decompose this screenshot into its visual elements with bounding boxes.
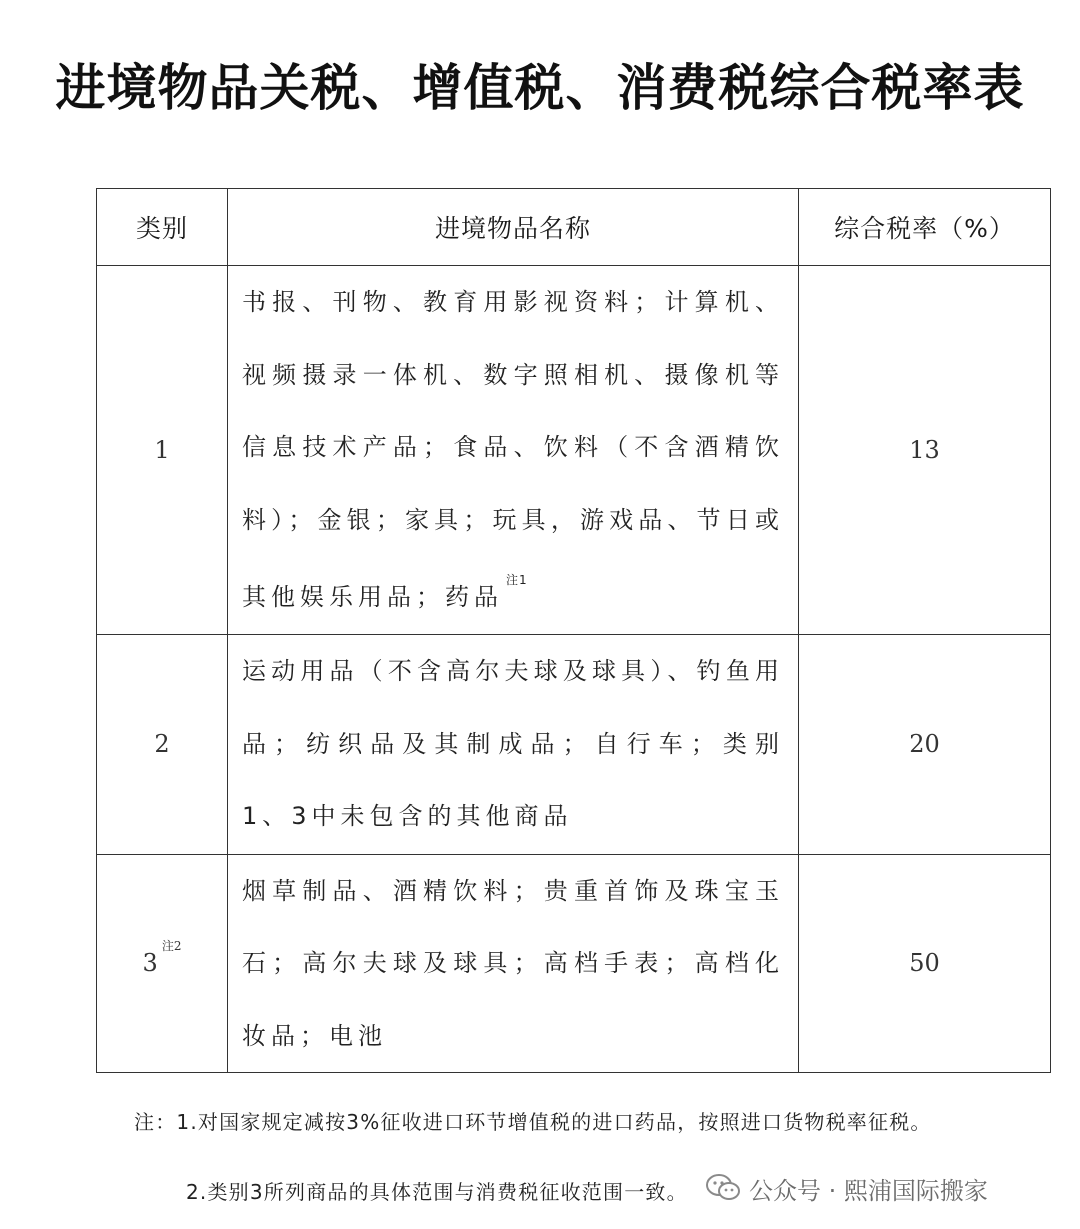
table-row: [97, 854, 1051, 1073]
footnote-2: 2.类别3所列商品的具体范围与消费税征收范围一致。: [186, 1180, 688, 1204]
tax-rate-table: [96, 188, 1051, 1073]
note-marker: 注1: [506, 573, 528, 587]
items-cell: [228, 854, 799, 1073]
items-text: 烟草制品、酒精饮料；贵重首饰及珠宝玉石；高尔夫球及球具；高档手表；高档化妆品；电池: [242, 876, 784, 1050]
header-rate: 综合税率（%）: [799, 189, 1051, 266]
category-cell: [97, 266, 228, 635]
table-header-row: [97, 189, 1051, 266]
header-category: 类别: [97, 189, 228, 266]
header-item-name: 进境物品名称: [228, 189, 799, 266]
wechat-icon: [705, 1173, 741, 1203]
rate-cell: 13: [799, 266, 1051, 635]
items-cell: [228, 266, 799, 635]
items-cell: [228, 634, 799, 854]
category-number: 1: [154, 435, 170, 464]
rate-cell: 20: [799, 634, 1051, 854]
items-text: 书报、刊物、教育用影视资料；计算机、视频摄录一体机、数字照相机、摄像机等信息技术产品；食品、饮料（不含酒精饮料）；金银；家具；玩具，游戏品、节日或其他娱乐用品；药品$^{注1}$: [242, 288, 784, 611]
category-number: 2: [154, 730, 170, 758]
category-cell: [97, 634, 228, 854]
watermark: [705, 1168, 988, 1208]
category-number: 3: [142, 949, 158, 978]
table-row: [97, 266, 1051, 635]
table-row: [97, 634, 1051, 854]
watermark-text: 公众号 · 熙浦国际搬家: [749, 1176, 988, 1205]
rate-cell: 50: [799, 854, 1051, 1073]
page-title: 进境物品关税、增值税、消费税综合税率表: [55, 59, 1025, 117]
items-text: 运动用品（不含高尔夫球及球具）、钓鱼用品；纺织品及其制成品；自行车；类别1、3中未包含的其他商品: [242, 657, 784, 831]
category-cell: [97, 854, 228, 1073]
note-marker: 注2: [161, 939, 182, 954]
footnote-1: 注：1.对国家规定减按3%征收进口环节增值税的进口药品，按照进口货物税率征税。: [134, 1110, 932, 1134]
